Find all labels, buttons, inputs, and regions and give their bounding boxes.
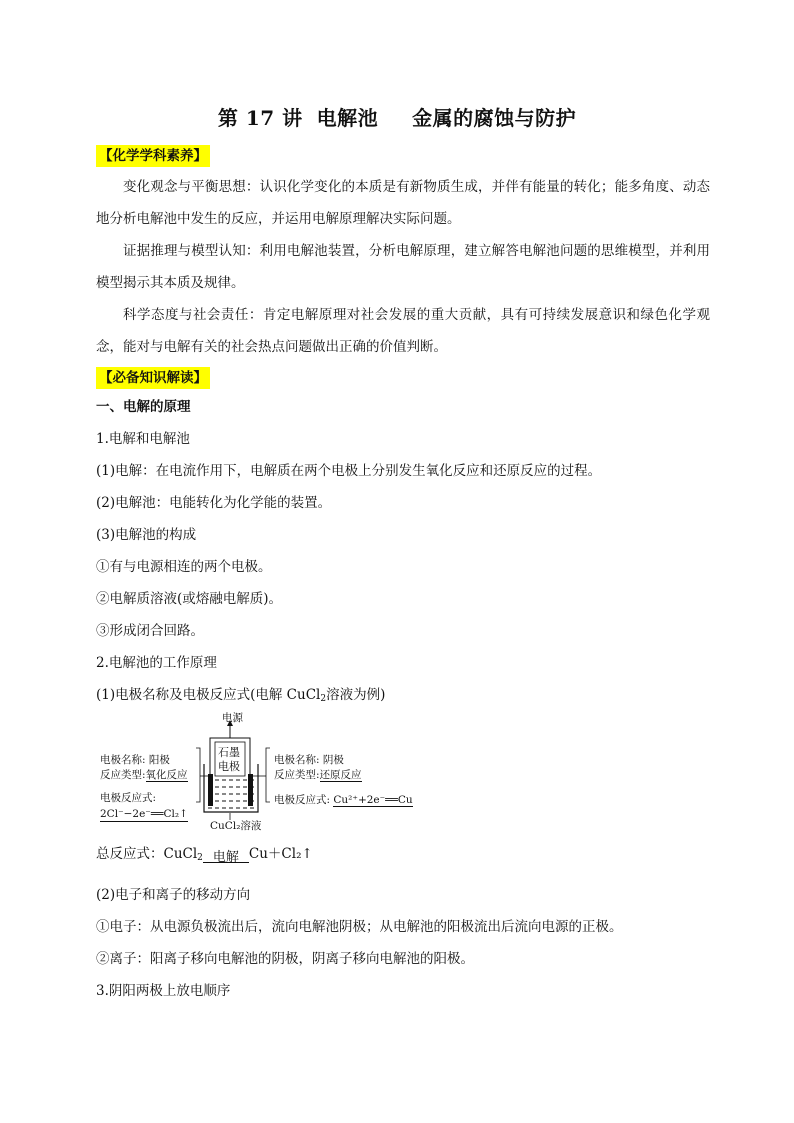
total-reaction-sub: 2: [197, 853, 203, 863]
total-reaction-products: Cu＋Cl₂↑: [248, 846, 313, 862]
subheading-electrolysis: 1.电解和电解池: [96, 431, 190, 447]
subheading-discharge-order: 3.阴阳两极上放电顺序: [96, 983, 231, 999]
text-electrode-names-end: 溶液为例): [326, 687, 386, 703]
total-reaction: [96, 842, 313, 874]
literacy-paragraph-1: 变化观念与平衡思想：认识化学变化的本质是有新物质生成，并伴有能量的转化；能多角度、动态地分析电解池中发生的反应，并运用电解原理解决实际问题。: [96, 179, 710, 227]
page-title: [0, 102, 794, 131]
list-item-closed-circuit: ③形成闭合回路。: [96, 623, 204, 639]
left-type-label: 反应类型:: [100, 769, 146, 781]
list-item-electrolyte: ②电解质溶液(或熔融电解质)。: [96, 591, 283, 607]
right-equation: Cu²⁺+2e⁻══Cu: [333, 794, 413, 806]
left-type-value: 氧化反应: [145, 769, 188, 781]
text-electrode-names: [96, 684, 385, 710]
section-tag-knowledge: 【必备知识解读】: [96, 367, 210, 389]
title-topic1: 电解池: [316, 106, 379, 130]
left-equation-label: 电极反应式:: [100, 792, 157, 804]
condition-label: 电解: [212, 850, 239, 865]
reaction-condition: [203, 850, 249, 865]
left-name-label: 电极名称:: [100, 754, 146, 766]
title-topic2: 金属的腐蚀与防护: [412, 106, 577, 130]
text-electrode-names-sub: 2: [320, 694, 327, 704]
text-electrolysis-def: (1)电解：在电流作用下，电解质在两个电极上分别发生氧化反应和还原反应的过程。: [96, 463, 602, 479]
right-equation-label: 电极反应式:: [274, 794, 331, 806]
section-tag-literacy: 【化学学科素养】: [96, 145, 210, 167]
list-item-electrons: ①电子：从电源负极流出后，流向电解池阴极；从电解池的阳极流出后流向电源的正极。: [96, 919, 623, 935]
right-electrode-name: [274, 754, 344, 767]
title-lecture: 第 17 讲: [217, 106, 303, 130]
label-graphite-2: 电极: [218, 760, 240, 773]
label-graphite-1: 石墨: [218, 746, 240, 759]
right-reaction-type: [274, 769, 362, 782]
electrolysis-diagram: [96, 712, 426, 834]
label-power-source: 电源: [222, 712, 243, 724]
subheading-working-principle: 2.电解池的工作原理: [96, 655, 217, 671]
text-electrode-names-main: (1)电极名称及电极反应式(电解 CuCl: [96, 687, 321, 703]
list-item-electrodes: ①有与电源相连的两个电极。: [96, 559, 272, 575]
right-type-label: 反应类型:: [274, 769, 320, 781]
left-electrode-name: [100, 754, 170, 767]
left-name-value: 阳极: [148, 754, 170, 766]
list-item-ions: ②离子：阳离子移向电解池的阴极，阴离子移向电解池的阳极。: [96, 951, 474, 967]
literacy-paragraph-2: 证据推理与模型认知：利用电解池装置，分析电解原理，建立解答电解池问题的思维模型，并利用模型揭示其本质及规律。: [96, 243, 710, 291]
total-reaction-label: 总反应式：CuCl: [96, 846, 198, 862]
heading-electrolysis-principle: 一、电解的原理: [96, 399, 191, 415]
right-name-label: 电极名称:: [274, 754, 320, 766]
label-solution: CuCl₂溶液: [210, 820, 262, 832]
left-reaction-type: [100, 769, 188, 782]
right-equation-row: [274, 794, 413, 807]
right-name-value: 阴极: [322, 754, 344, 766]
text-movement-direction: (2)电子和离子的移动方向: [96, 887, 251, 903]
right-type-value: 还原反应: [319, 769, 362, 781]
literacy-paragraph-3: 科学态度与社会责任：肯定电解原理对社会发展的重大贡献，具有可持续发展意识和绿色化学观念，能对与电解有关的社会热点问题做出正确的价值判断。: [96, 307, 710, 355]
text-electrolytic-cell-def: (2)电解池：电能转化为化学能的装置。: [96, 495, 332, 511]
left-equation: 2Cl⁻−2e⁻══Cl₂↑: [100, 808, 188, 820]
text-cell-composition: (3)电解池的构成: [96, 527, 197, 543]
